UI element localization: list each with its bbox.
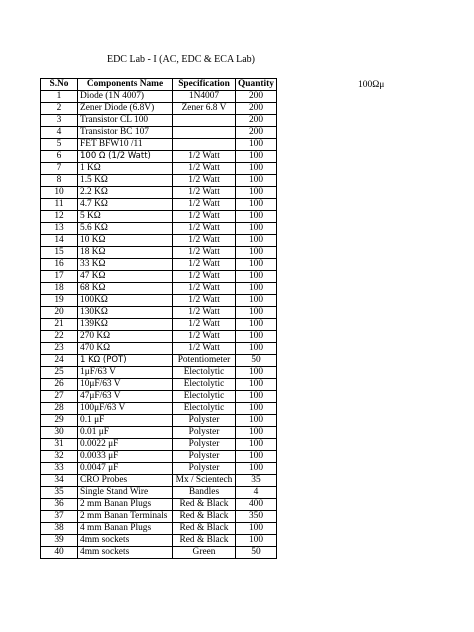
cell-quantity: 100: [236, 223, 277, 235]
cell-sno: 24: [41, 355, 78, 367]
cell-quantity: 50: [236, 547, 277, 559]
table-row: [41, 295, 277, 307]
table-row: [41, 307, 277, 319]
cell-specification: Potentiometer: [173, 355, 236, 367]
cell-sno: 34: [41, 475, 78, 487]
cell-specification: 1/2 Watt: [173, 235, 236, 247]
cell-sno: 17: [41, 271, 78, 283]
cell-component-name: 100 Ω (1/2 Watt): [78, 151, 173, 163]
cell-sno: 32: [41, 451, 78, 463]
cell-sno: 28: [41, 403, 78, 415]
cell-quantity: 50: [236, 355, 277, 367]
cell-specification: Bandles: [173, 487, 236, 499]
table-row: [41, 343, 277, 355]
table-row: [41, 427, 277, 439]
table-row: [41, 523, 277, 535]
cell-sno: 21: [41, 319, 78, 331]
cell-specification: Red & Black: [173, 523, 236, 535]
cell-component-name: 5 KΩ: [78, 211, 173, 223]
cell-quantity: 100: [236, 307, 277, 319]
cell-component-name: 10μF/63 V: [78, 379, 173, 391]
table-row: [41, 247, 277, 259]
cell-sno: 36: [41, 499, 78, 511]
table-row: [41, 463, 277, 475]
cell-quantity: 100: [236, 139, 277, 151]
components-table: [40, 78, 277, 559]
cell-component-name: 68 KΩ: [78, 283, 173, 295]
cell-specification: Polyster: [173, 439, 236, 451]
table-row: [41, 223, 277, 235]
cell-component-name: 270 KΩ: [78, 331, 173, 343]
cell-quantity: 100: [236, 379, 277, 391]
cell-quantity: 200: [236, 115, 277, 127]
cell-quantity: 100: [236, 163, 277, 175]
cell-quantity: 100: [236, 331, 277, 343]
table-row: [41, 283, 277, 295]
cell-component-name: 1.5 KΩ: [78, 175, 173, 187]
cell-specification: 1/2 Watt: [173, 175, 236, 187]
table-row: [41, 403, 277, 415]
cell-component-name: 1 KΩ (POT): [78, 355, 173, 367]
cell-component-name: Transistor BC 107: [78, 127, 173, 139]
header-specification: Specification: [173, 79, 236, 91]
cell-component-name: 10 KΩ: [78, 235, 173, 247]
cell-specification: Electolytic: [173, 379, 236, 391]
cell-component-name: 47 KΩ: [78, 271, 173, 283]
header-row: [41, 79, 277, 91]
cell-specification: Red & Black: [173, 535, 236, 547]
cell-quantity: 100: [236, 199, 277, 211]
cell-specification: 1/2 Watt: [173, 307, 236, 319]
table-row: [41, 367, 277, 379]
cell-component-name: 4 mm Banan Plugs: [78, 523, 173, 535]
cell-component-name: 100μF/63 V: [78, 403, 173, 415]
cell-component-name: 33 KΩ: [78, 259, 173, 271]
table-row: [41, 175, 277, 187]
cell-sno: 4: [41, 127, 78, 139]
cell-specification: Polyster: [173, 415, 236, 427]
cell-component-name: 47μF/63 V: [78, 391, 173, 403]
table-row: [41, 187, 277, 199]
table-row: [41, 391, 277, 403]
cell-quantity: 200: [236, 127, 277, 139]
cell-component-name: 2.2 KΩ: [78, 187, 173, 199]
cell-component-name: Diode (1N 4007): [78, 91, 173, 103]
cell-component-name: Single Stand Wire: [78, 487, 173, 499]
cell-component-name: FET BFW10 /11: [78, 139, 173, 151]
table-row: [41, 547, 277, 559]
cell-specification: Polyster: [173, 463, 236, 475]
cell-quantity: 100: [236, 247, 277, 259]
table-row: [41, 379, 277, 391]
cell-sno: 23: [41, 343, 78, 355]
table-row: [41, 535, 277, 547]
cell-specification: 1/2 Watt: [173, 199, 236, 211]
table-row: [41, 511, 277, 523]
cell-component-name: 2 mm Banan Plugs: [78, 499, 173, 511]
cell-sno: 31: [41, 439, 78, 451]
table-row: [41, 499, 277, 511]
table-row: [41, 487, 277, 499]
cell-sno: 40: [41, 547, 78, 559]
cell-specification: 1/2 Watt: [173, 223, 236, 235]
cell-component-name: 130KΩ: [78, 307, 173, 319]
cell-sno: 11: [41, 199, 78, 211]
cell-quantity: 100: [236, 343, 277, 355]
cell-sno: 15: [41, 247, 78, 259]
cell-sno: 29: [41, 415, 78, 427]
cell-component-name: 0.0047 μF: [78, 463, 173, 475]
cell-quantity: 100: [236, 367, 277, 379]
cell-quantity: 100: [236, 235, 277, 247]
cell-specification: 1/2 Watt: [173, 295, 236, 307]
table-row: [41, 271, 277, 283]
cell-quantity: 100: [236, 427, 277, 439]
cell-sno: 18: [41, 283, 78, 295]
cell-component-name: CRO Probes: [78, 475, 173, 487]
cell-quantity: 200: [236, 103, 277, 115]
cell-specification: Electolytic: [173, 391, 236, 403]
cell-sno: 37: [41, 511, 78, 523]
cell-quantity: 100: [236, 295, 277, 307]
cell-sno: 20: [41, 307, 78, 319]
cell-specification: 1N4007: [173, 91, 236, 103]
cell-sno: 25: [41, 367, 78, 379]
cell-sno: 2: [41, 103, 78, 115]
table-row: [41, 451, 277, 463]
cell-quantity: 100: [236, 463, 277, 475]
cell-quantity: 100: [236, 391, 277, 403]
table-row: [41, 91, 277, 103]
cell-specification: 1/2 Watt: [173, 211, 236, 223]
cell-sno: 7: [41, 163, 78, 175]
cell-specification: 1/2 Watt: [173, 319, 236, 331]
cell-sno: 12: [41, 211, 78, 223]
cell-sno: 3: [41, 115, 78, 127]
cell-specification: Electolytic: [173, 403, 236, 415]
cell-specification: 1/2 Watt: [173, 271, 236, 283]
cell-sno: 10: [41, 187, 78, 199]
sheet-title: EDC Lab - I (AC, EDC & ECA Lab): [106, 54, 256, 65]
cell-component-name: 470 KΩ: [78, 343, 173, 355]
table-row: [41, 331, 277, 343]
table-row: [41, 235, 277, 247]
cell-component-name: 0.01 μF: [78, 427, 173, 439]
cell-component-name: 139KΩ: [78, 319, 173, 331]
cell-quantity: 100: [236, 451, 277, 463]
cell-quantity: 100: [236, 187, 277, 199]
cell-sno: 26: [41, 379, 78, 391]
cell-specification: Polyster: [173, 451, 236, 463]
cell-sno: 6: [41, 151, 78, 163]
cell-quantity: 100: [236, 259, 277, 271]
side-note-cell: 100Ωμ: [358, 80, 385, 90]
cell-component-name: 0.0022 μF: [78, 439, 173, 451]
table-row: [41, 259, 277, 271]
cell-quantity: 100: [236, 151, 277, 163]
cell-component-name: 4mm sockets: [78, 547, 173, 559]
cell-quantity: 100: [236, 415, 277, 427]
cell-quantity: 100: [236, 211, 277, 223]
cell-component-name: 2 mm Banan Terminals: [78, 511, 173, 523]
cell-sno: 33: [41, 463, 78, 475]
cell-quantity: 4: [236, 487, 277, 499]
cell-sno: 8: [41, 175, 78, 187]
cell-sno: 19: [41, 295, 78, 307]
cell-component-name: 4mm sockets: [78, 535, 173, 547]
cell-sno: 16: [41, 259, 78, 271]
cell-specification: 1/2 Watt: [173, 163, 236, 175]
cell-sno: 14: [41, 235, 78, 247]
table-row: [41, 211, 277, 223]
cell-specification: [173, 139, 236, 151]
cell-specification: Polyster: [173, 427, 236, 439]
cell-specification: 1/2 Watt: [173, 247, 236, 259]
cell-sno: 38: [41, 523, 78, 535]
cell-component-name: 0.0033 μF: [78, 451, 173, 463]
cell-component-name: 4.7 KΩ: [78, 199, 173, 211]
cell-sno: 35: [41, 487, 78, 499]
cell-specification: Zener 6.8 V: [173, 103, 236, 115]
table-row: [41, 127, 277, 139]
cell-quantity: 200: [236, 91, 277, 103]
cell-specification: Green: [173, 547, 236, 559]
cell-sno: 27: [41, 391, 78, 403]
cell-component-name: 1μF/63 V: [78, 367, 173, 379]
cell-quantity: 35: [236, 475, 277, 487]
table-row: [41, 199, 277, 211]
cell-quantity: 100: [236, 175, 277, 187]
cell-sno: 30: [41, 427, 78, 439]
table-row: [41, 163, 277, 175]
cell-quantity: 100: [236, 319, 277, 331]
cell-quantity: 100: [236, 283, 277, 295]
cell-quantity: 100: [236, 523, 277, 535]
header-sno: S.No: [41, 79, 78, 91]
cell-sno: 1: [41, 91, 78, 103]
cell-specification: Mx / Scientech: [173, 475, 236, 487]
cell-specification: 1/2 Watt: [173, 343, 236, 355]
cell-sno: 22: [41, 331, 78, 343]
cell-specification: Red & Black: [173, 511, 236, 523]
cell-specification: [173, 127, 236, 139]
cell-quantity: 100: [236, 403, 277, 415]
cell-specification: [173, 115, 236, 127]
table-row: [41, 355, 277, 367]
cell-component-name: 100KΩ: [78, 295, 173, 307]
header-quantity: Quantity: [236, 79, 277, 91]
cell-quantity: 100: [236, 535, 277, 547]
cell-specification: 1/2 Watt: [173, 259, 236, 271]
table-row: [41, 439, 277, 451]
cell-component-name: Transistor CL 100: [78, 115, 173, 127]
cell-sno: 13: [41, 223, 78, 235]
cell-specification: 1/2 Watt: [173, 151, 236, 163]
table-row: [41, 319, 277, 331]
table-row: [41, 151, 277, 163]
cell-component-name: 1 KΩ: [78, 163, 173, 175]
cell-quantity: 350: [236, 511, 277, 523]
cell-specification: Electolytic: [173, 367, 236, 379]
table-row: [41, 139, 277, 151]
table-row: [41, 115, 277, 127]
cell-sno: 39: [41, 535, 78, 547]
cell-component-name: 5.6 KΩ: [78, 223, 173, 235]
cell-specification: 1/2 Watt: [173, 331, 236, 343]
table-row: [41, 415, 277, 427]
header-components-name: Components Name: [78, 79, 173, 91]
table-row: [41, 103, 277, 115]
cell-sno: 5: [41, 139, 78, 151]
cell-component-name: 18 KΩ: [78, 247, 173, 259]
cell-component-name: Zener Diode (6.8V): [78, 103, 173, 115]
cell-quantity: 100: [236, 439, 277, 451]
cell-quantity: 400: [236, 499, 277, 511]
cell-quantity: 100: [236, 271, 277, 283]
cell-specification: 1/2 Watt: [173, 283, 236, 295]
table-row: [41, 475, 277, 487]
cell-specification: Red & Black: [173, 499, 236, 511]
cell-component-name: 0.1 μF: [78, 415, 173, 427]
cell-specification: 1/2 Watt: [173, 187, 236, 199]
